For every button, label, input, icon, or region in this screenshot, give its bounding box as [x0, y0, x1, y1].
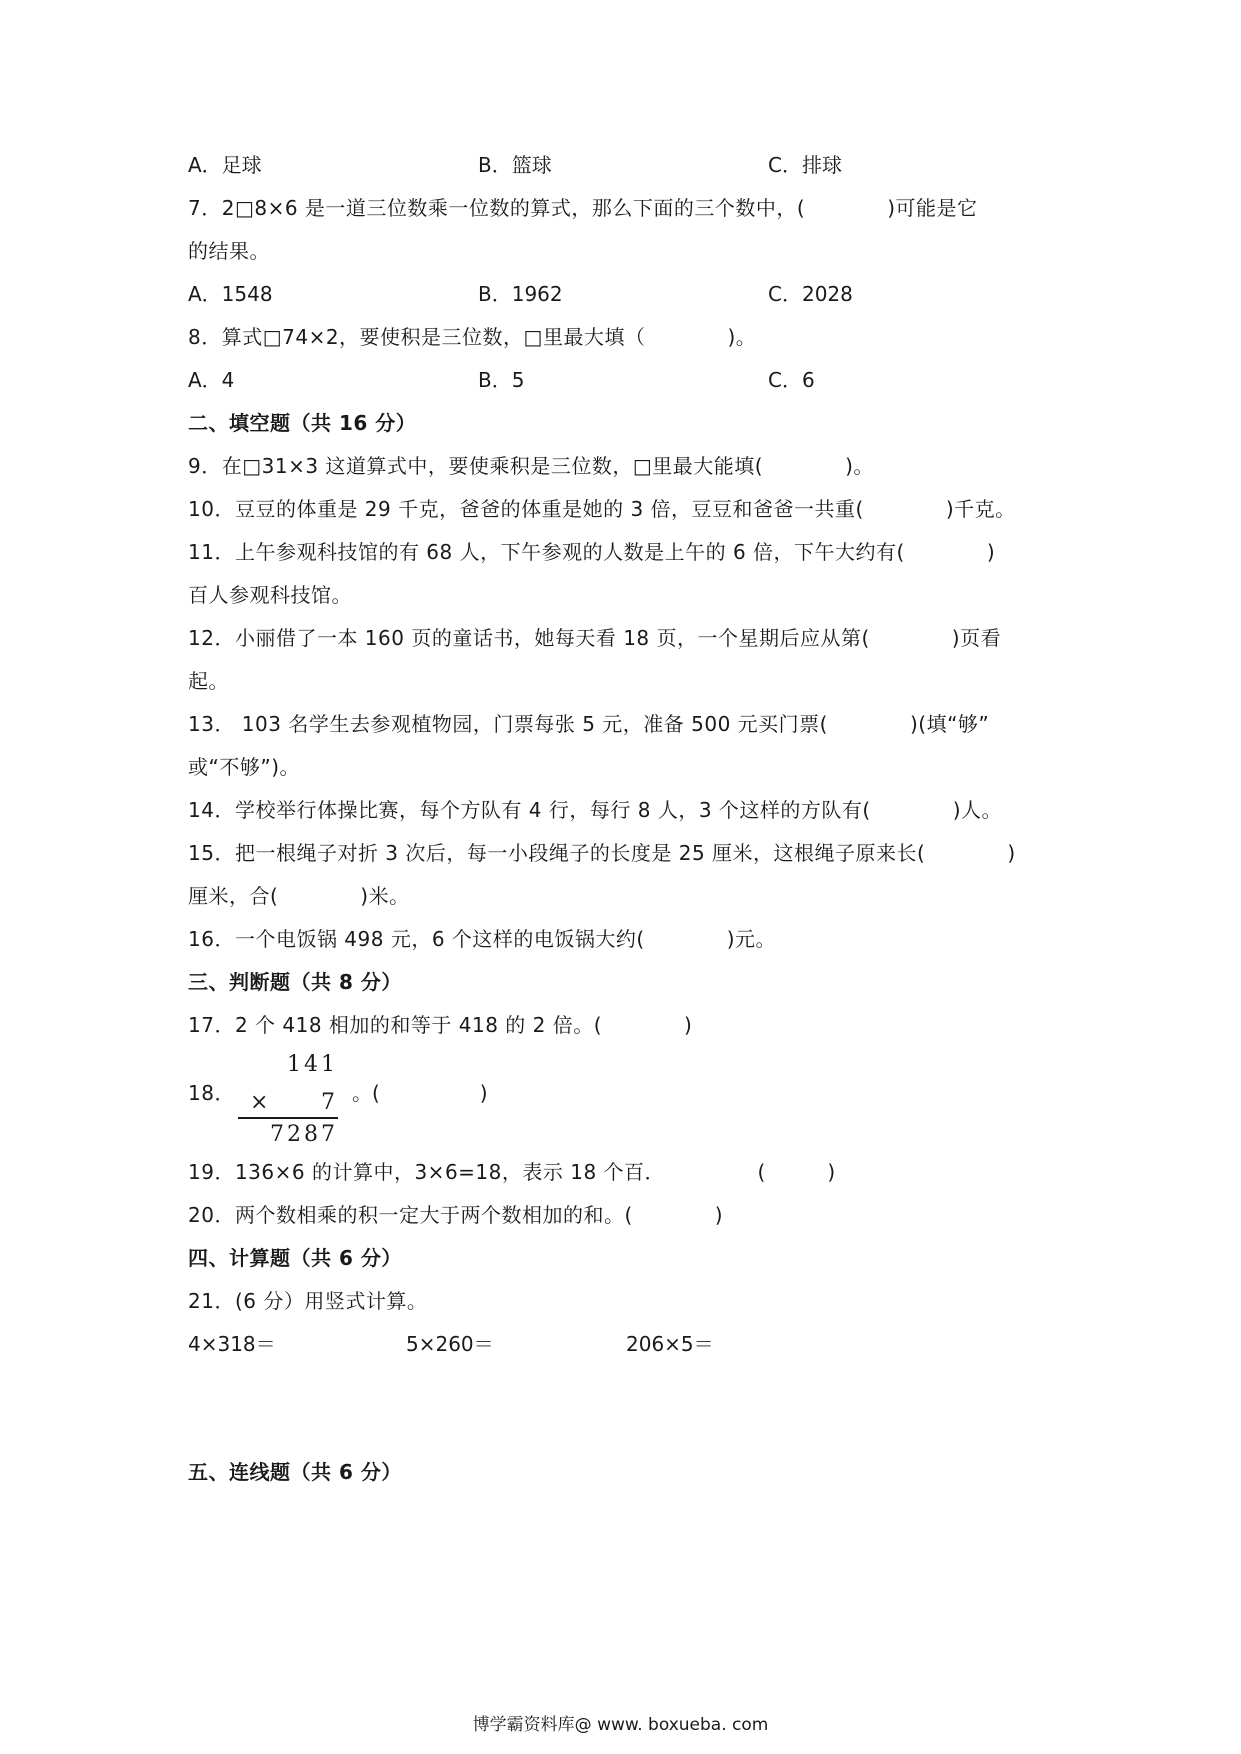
q15-line2: 厘米，合( )米。 — [188, 884, 410, 908]
section-heading-true-false: 三、判断题（共 8 分） — [188, 970, 402, 994]
section-heading-calculation: 四、计算题（共 6 分） — [188, 1246, 402, 1270]
q15-line1: 15．把一根绳子对折 3 次后，每一小段绳子的长度是 25 厘米，这根绳子原来长( ) — [188, 841, 1016, 865]
q21-calc-2: 5×260＝ — [406, 1332, 494, 1356]
q11-line1: 11．上午参观科技馆的有 68 人，下午参观的人数是上午的 6 倍，下午大约有( ) — [188, 540, 996, 564]
q7-stem-line1: 7．2□8×6 是一道三位数乘一位数的算式，那么下面的三个数中，( )可能是它 — [188, 196, 978, 220]
q11-line2: 百人参观科技馆。 — [188, 583, 352, 607]
q18-product: 7287 — [270, 1122, 338, 1147]
q21-calc-1: 4×318＝ — [188, 1332, 276, 1356]
q7-option-b: B．1962 — [478, 282, 563, 306]
q10: 10．豆豆的体重是 29 千克，爸爸的体重是她的 3 倍，豆豆和爸爸一共重( )千克。 — [188, 497, 1016, 521]
q8-option-c: C．6 — [768, 368, 815, 392]
q8-option-a: A．4 — [188, 368, 235, 392]
q18-number: 18． — [188, 1081, 235, 1105]
section-heading-fill-in: 二、填空题（共 16 分） — [188, 411, 417, 435]
q6-option-c: C．排球 — [768, 153, 842, 177]
q6-option-b: B．篮球 — [478, 153, 552, 177]
q21-calc-3: 206×5＝ — [626, 1332, 714, 1356]
section-heading-matching: 五、连线题（共 6 分） — [188, 1460, 402, 1484]
q12-line1: 12．小丽借了一本 160 页的童话书，她每天看 18 页，一个星期后应从第( )页看 — [188, 626, 1002, 650]
q13-line2: 或“不够”)。 — [188, 755, 301, 779]
q7-stem-line2: 的结果。 — [188, 239, 270, 263]
q13-line1: 13． 103 名学生去参观植物园，门票每张 5 元，准备 500 元买门票( )(填“够” — [188, 712, 990, 736]
q8-option-b: B．5 — [478, 368, 525, 392]
q7-option-c: C．2028 — [768, 282, 853, 306]
q16: 16．一个电饭锅 498 元，6 个这样的电饭锅大约( )元。 — [188, 927, 777, 951]
q6-option-a: A．足球 — [188, 153, 262, 177]
q20: 20．两个数相乘的积一定大于两个数相加的和。( ) — [188, 1203, 724, 1227]
footer-watermark: 博学霸资料库@ www. boxueba. com — [472, 1715, 769, 1735]
q21-title: 21．(6 分）用竖式计算。 — [188, 1289, 428, 1313]
q9: 9．在□31×3 这道算式中，要使乘积是三位数，□里最大能填( )。 — [188, 454, 874, 478]
q8-stem: 8．算式□74×2，要使积是三位数，□里最大填（ )。 — [188, 325, 757, 349]
q18-answer-bracket: 。( ) — [352, 1081, 488, 1105]
q14: 14．学校举行体操比赛，每个方队有 4 行，每行 8 人，3 个这样的方队有( )人。 — [188, 798, 1003, 822]
q12-line2: 起。 — [188, 669, 229, 693]
q7-option-a: A．1548 — [188, 282, 273, 306]
q19: 19．136×6 的计算中，3×6=18，表示 18 个百． ( ) — [188, 1160, 836, 1184]
q17: 17．2 个 418 相加的和等于 418 的 2 倍。( ) — [188, 1013, 693, 1037]
q18-multiplicand: 141 — [287, 1052, 338, 1077]
q18-multiplier: 7 — [321, 1090, 338, 1115]
q18-times-sign: × — [250, 1090, 269, 1115]
q18-result-line — [238, 1117, 338, 1119]
